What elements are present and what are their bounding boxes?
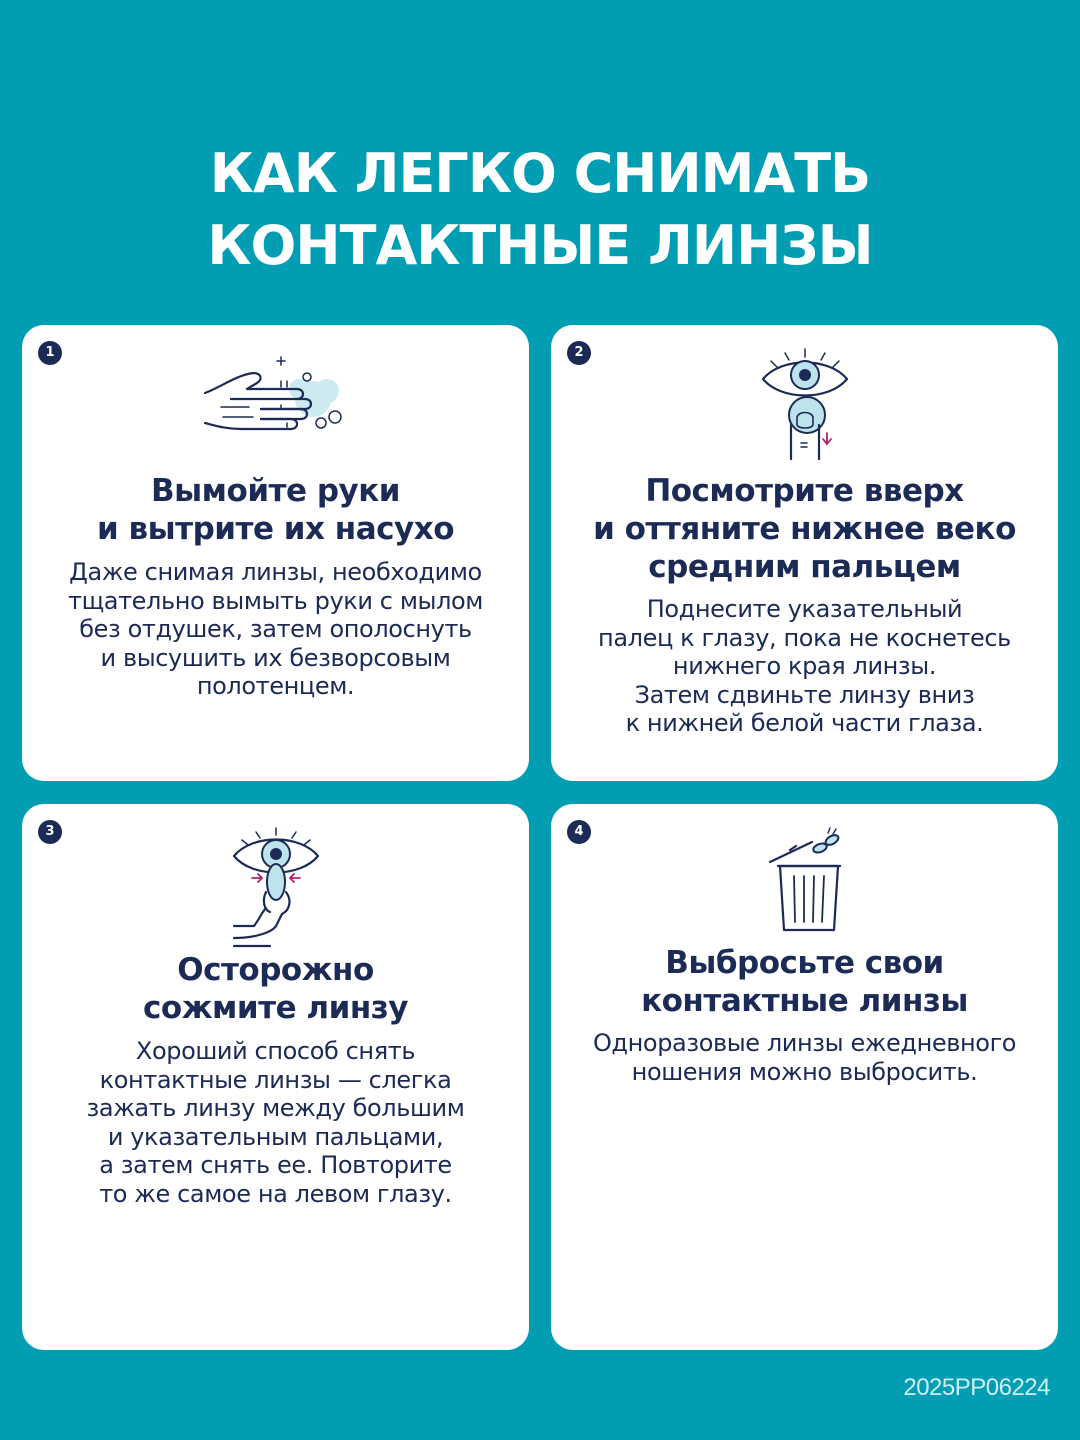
- step-heading: Вымойте руки и вытрите их насухо: [96, 473, 455, 547]
- step-number-badge: 2: [567, 341, 591, 365]
- step-card-2: [551, 325, 1058, 781]
- step-description: Поднесите указательный палец к глазу, пока не коснетесь нижнего края линзы. Затем сдвиньте линзу вниз к нижней белой части глаза.: [598, 595, 1011, 737]
- page-title-line-2: КОНТАКТНЫЕ ЛИНЗЫ: [207, 214, 873, 277]
- step-number-badge: 1: [38, 341, 62, 365]
- document-code: 2025PP06224: [903, 1374, 1050, 1401]
- step-description: Одноразовые линзы ежедневного ношения можно выбросить.: [592, 1029, 1017, 1086]
- step-description: Даже снимая линзы, необходимо тщательно вымыть руки с мылом без отдушек, затем ополоснуть и высушить их безворсовым полотенцем.: [68, 558, 483, 700]
- page-title-line-1: КАК ЛЕГКО СНИМАТЬ: [209, 142, 871, 205]
- eye-finger-icon: [755, 347, 855, 467]
- step-card-1: [22, 325, 529, 781]
- washing-hands-icon: [201, 347, 351, 451]
- step-heading: Выбросьте свои контактные линзы: [641, 945, 968, 1019]
- step-heading: Посмотрите вверх и оттяните нижнее веко средним пальцем: [593, 473, 1016, 585]
- step-number-badge: 4: [567, 820, 591, 844]
- step-number-badge: 3: [38, 820, 62, 844]
- step-description: Хороший способ снять контактные линзы — слегка зажать линзу между большим и указательным пальцами, а затем снять ее. Повторите то же самое на левом глазу.: [86, 1037, 465, 1208]
- step-card-3: [22, 804, 529, 1350]
- step-card-4: [551, 804, 1058, 1350]
- trash-bin-icon: [760, 826, 850, 936]
- pinch-lens-icon: [226, 826, 326, 952]
- step-heading: Осторожно сожмите линзу: [143, 952, 408, 1026]
- page-title: [0, 138, 1080, 282]
